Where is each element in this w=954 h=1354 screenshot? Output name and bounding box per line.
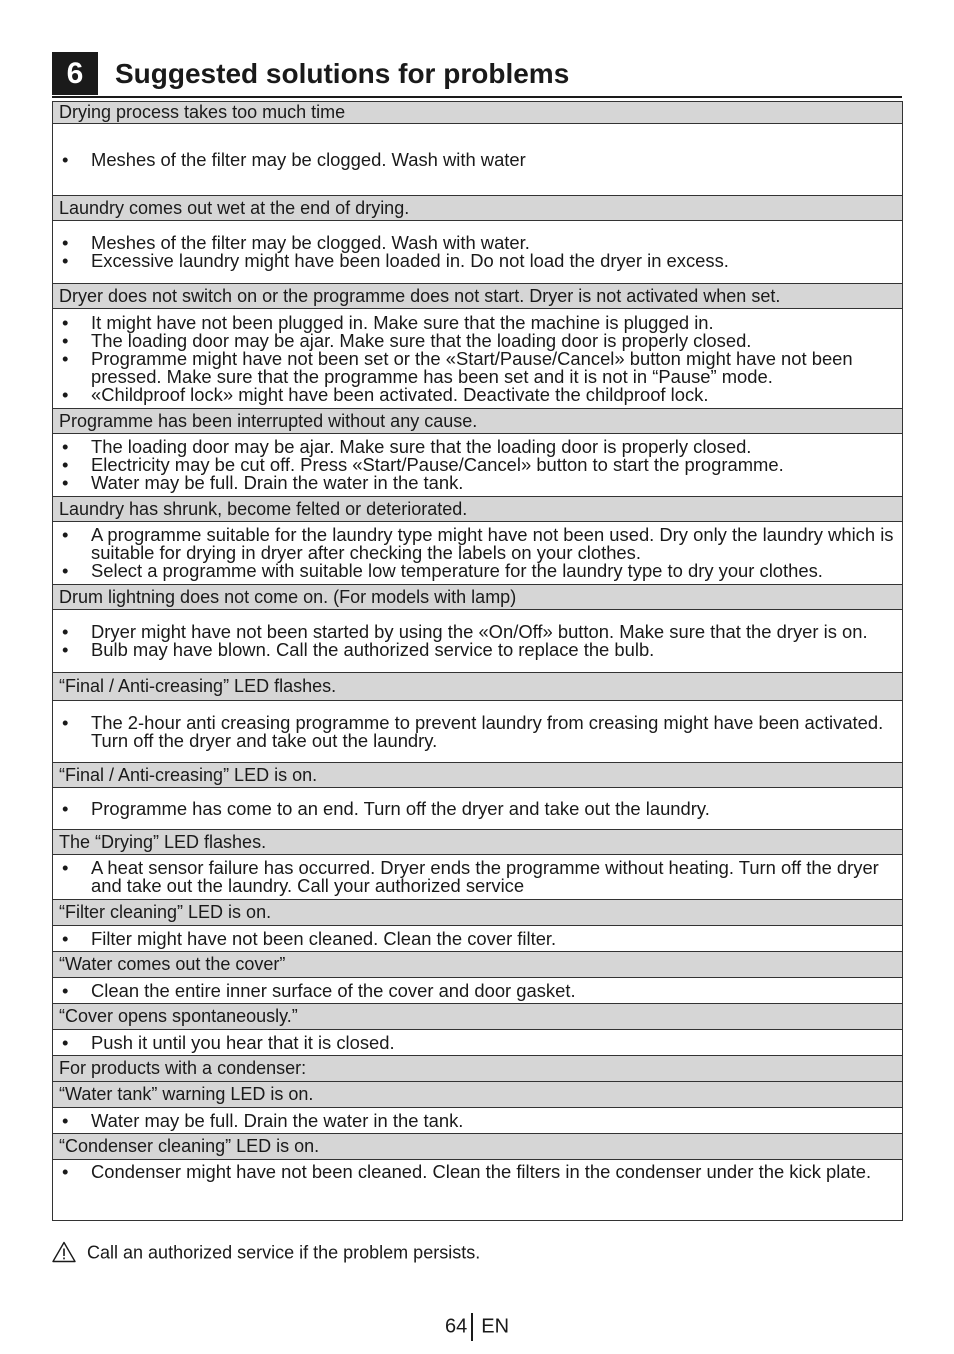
solution-cell xyxy=(53,309,903,409)
solution-item: • A heat sensor failure has occurred. Dryer ends the programme without heating. Turn off the dryer and take out the laundry. Call your authorized service xyxy=(59,859,896,895)
solution-item: • «Childproof lock» might have been activated. Deactivate the childproof lock. xyxy=(59,386,896,404)
solution-cell xyxy=(53,701,903,763)
problem-header: Laundry comes out wet at the end of drying. xyxy=(53,196,903,221)
service-note xyxy=(52,1238,480,1264)
problem-header: Laundry has shrunk, become felted or deteriorated. xyxy=(53,497,903,522)
problem-header: “Cover opens spontaneously.” xyxy=(53,1004,903,1030)
warning-icon xyxy=(52,1241,76,1263)
solution-cell xyxy=(53,788,903,830)
solution-item: • Programme has come to an end. Turn off the dryer and take out the laundry. xyxy=(59,800,896,818)
solution-cell xyxy=(53,610,903,673)
solution-cell xyxy=(53,434,903,497)
solution-item: • A programme suitable for the laundry type might have not been used. Dry only the laundry which is suitable for drying in dryer after checking the labels on your clothes. xyxy=(59,526,896,562)
solution-item: • Bulb may have blown. Call the authorized service to replace the bulb. xyxy=(59,641,896,659)
service-note-text: Call an authorized service if the problem persists. xyxy=(87,1242,481,1263)
problem-header: Drying process takes too much time xyxy=(53,102,903,124)
problem-header: For products with a condenser: xyxy=(53,1056,903,1082)
solution-item: • The loading door may be ajar. Make sure that the loading door is properly closed. xyxy=(59,332,896,350)
solution-item: • Water may be full. Drain the water in the tank. xyxy=(59,1112,896,1130)
solution-item: • Push it until you hear that it is closed. xyxy=(59,1034,896,1052)
problem-header: Dryer does not switch on or the programme does not start. Dryer is not activated when set. xyxy=(53,284,903,309)
page-footer xyxy=(445,1312,509,1341)
solution-item: • Excessive laundry might have been loaded in. Do not load the dryer in excess. xyxy=(59,252,896,270)
troubleshooting-table xyxy=(52,101,903,1221)
solution-cell xyxy=(53,978,903,1004)
solution-item: • Condenser might have not been cleaned. Clean the filters in the condenser under the kick plate. xyxy=(59,1163,896,1181)
section-number-badge: 6 xyxy=(52,52,98,95)
solution-item: • Meshes of the filter may be clogged. Wash with water. xyxy=(59,234,896,252)
section-header xyxy=(52,52,902,98)
solution-item: • Select a programme with suitable low temperature for the laundry type to dry your clothes. xyxy=(59,562,896,580)
problem-header: “Water tank” warning LED is on. xyxy=(53,1082,903,1108)
solution-item: • Meshes of the filter may be clogged. Wash with water xyxy=(59,151,896,169)
solution-cell xyxy=(53,522,903,585)
solution-cell xyxy=(53,926,903,952)
solution-cell xyxy=(53,855,903,900)
solution-item: • Programme might have not been set or the «Start/Pause/Cancel» button might have not been pressed. Make sure that the programme has been set and it is not in “Pause” mode. xyxy=(59,350,896,386)
problem-header: The “Drying” LED flashes. xyxy=(53,830,903,855)
solution-item: • It might have not been plugged in. Make sure that the machine is plugged in. xyxy=(59,314,896,332)
solution-item: • Clean the entire inner surface of the cover and door gasket. xyxy=(59,982,896,1000)
solution-item: • Dryer might have not been started by using the «On/Off» button. Make sure that the dryer is on. xyxy=(59,623,896,641)
solution-item: • Water may be full. Drain the water in the tank. xyxy=(59,474,896,492)
page-title: Suggested solutions for problems xyxy=(115,58,570,89)
problem-header: “Water comes out the cover” xyxy=(53,952,903,978)
solution-item: • Electricity may be cut off. Press «Start/Pause/Cancel» button to start the programme. xyxy=(59,456,896,474)
page-separator xyxy=(471,1313,473,1341)
problem-header: “Filter cleaning” LED is on. xyxy=(53,900,903,926)
problem-header: Drum lightning does not come on. (For models with lamp) xyxy=(53,585,903,610)
solution-cell xyxy=(53,1160,903,1221)
problem-header: Programme has been interrupted without any cause. xyxy=(53,409,903,434)
solution-cell xyxy=(53,124,903,196)
solution-cell xyxy=(53,1108,903,1134)
solution-item: • The 2-hour anti creasing programme to prevent laundry from creasing might have been activated. Turn off the dryer and take out the laundry. xyxy=(59,714,896,750)
problem-header: “Final / Anti-creasing” LED flashes. xyxy=(53,673,903,701)
language-code: EN xyxy=(481,1315,510,1338)
problem-header: “Condenser cleaning” LED is on. xyxy=(53,1134,903,1160)
solution-cell xyxy=(53,1030,903,1056)
solution-cell xyxy=(53,221,903,284)
problem-header: “Final / Anti-creasing” LED is on. xyxy=(53,763,903,788)
solution-item: • The loading door may be ajar. Make sure that the loading door is properly closed. xyxy=(59,438,896,456)
solution-item: • Filter might have not been cleaned. Clean the cover filter. xyxy=(59,930,896,948)
page-number: 64 xyxy=(445,1315,468,1338)
